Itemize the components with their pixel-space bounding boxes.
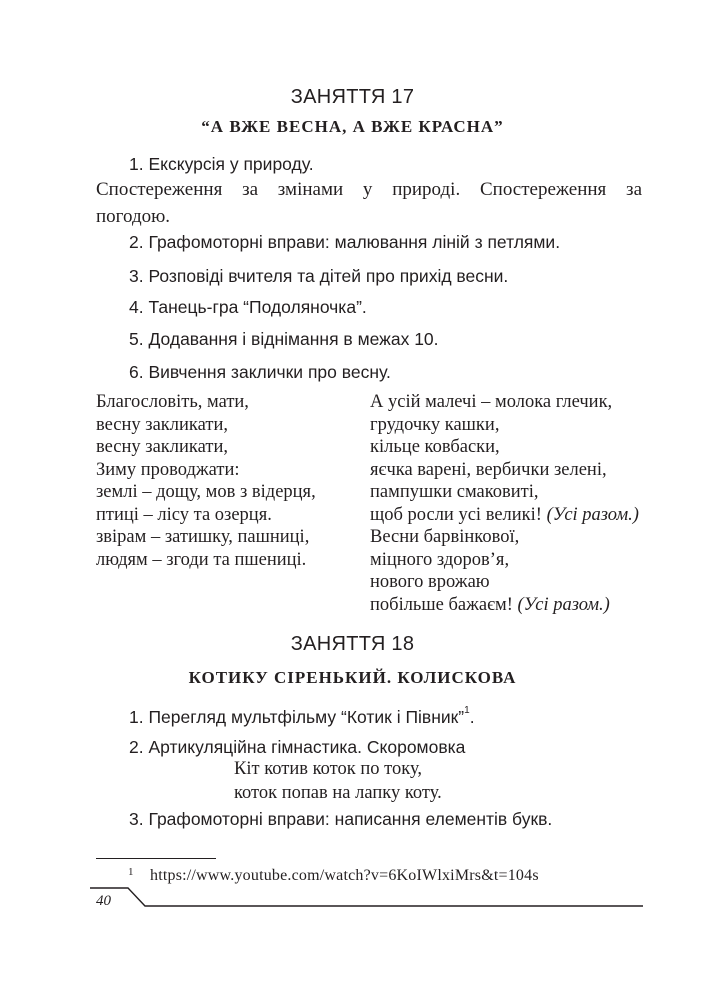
poem-left-line: Благословіть, мати,	[96, 392, 249, 412]
lesson-18-item-1-text: 1. Перегляд мультфільму “Котик і Півник”	[129, 707, 465, 727]
poem-left-line: Зиму проводжати:	[96, 459, 240, 480]
lesson-17-item-1-text-line-2: погодою.	[96, 206, 171, 227]
lesson-18-item-3-text: написання елементів букв.	[329, 809, 553, 829]
poem-right-line: яєчка варені, вербички зелені,	[370, 459, 607, 480]
lesson-18-subtitle: КОТИКУ СІРЕНЬКИЙ. КОЛИСКОВА	[188, 668, 517, 687]
footnote-url: https://www.youtube.com/watch?v=6KoIWlxiMrs&t=104s	[150, 867, 539, 884]
lesson-17-item-4: 4. Танець-гра “Подоляночка”.	[129, 297, 367, 317]
poem-left-line: землі – дощу, мов з відерця,	[96, 482, 316, 502]
lesson-17-item-1: 1. Екскурсія у природу.	[129, 154, 314, 174]
footnote-mark: 1	[128, 866, 134, 878]
lesson-18-item-2-text: Скоромовка	[362, 737, 466, 757]
page-number: 40	[96, 893, 111, 909]
lesson-18-item-2-label: 2. Артикуляційна гімнастика.	[129, 737, 362, 757]
poem-line-text: щоб росли усі великі!	[370, 504, 542, 525]
poem-stage-note: (Усі разом.)	[512, 594, 610, 615]
poem-right-line: А усій малечі – молока глечик,	[370, 392, 613, 412]
poem-right-line: міцного здоров’я,	[370, 549, 510, 570]
verse-line: Кіт котив коток по току,	[234, 759, 422, 779]
poem-left-line: людям – згоди та пшениці.	[96, 549, 307, 570]
lesson-17-item-2-label: 2. Графомоторні вправи:	[129, 232, 330, 252]
verse-line: коток попав на лапку коту.	[234, 783, 442, 803]
lesson-17-item-2-text: малювання ліній з петлями.	[329, 232, 561, 252]
lesson-17-item-1-text-line-1: Спостереження за змінами у природі. Спостереження за	[96, 179, 642, 200]
lesson-17-item-3: 3. Розповіді вчителя та дітей про прихід весни.	[129, 266, 509, 286]
lesson-17-title: ЗАНЯТТЯ 17	[290, 86, 415, 108]
poem-right-line: нового врожаю	[370, 572, 490, 592]
poem-left-line: звірам – затишку, пашниці,	[96, 527, 310, 547]
poem-right-line: кільце ковбаски,	[370, 437, 500, 457]
poem-right-line: грудочку кашки,	[370, 414, 500, 435]
lesson-17-subtitle: “А ВЖЕ ВЕСНА, А ВЖЕ КРАСНА”	[201, 117, 504, 136]
poem-left-line: весну закликати,	[96, 414, 228, 435]
poem-right-line: пампушки смаковиті,	[370, 482, 539, 502]
lesson-17-item-6: 6. Вивчення заклички про весну.	[129, 362, 391, 382]
poem-stage-note: (Усі разом.)	[541, 504, 639, 525]
lesson-18-item-1-end: .	[469, 707, 475, 727]
poem-line-text: побільше бажаєм!	[370, 594, 513, 615]
lesson-18-item-3-label: 3. Графомоторні вправи:	[129, 809, 330, 829]
lesson-18-title: ЗАНЯТТЯ 18	[290, 633, 415, 655]
lesson-17-item-5: 5. Додавання і віднімання в межах 10.	[129, 329, 439, 349]
poem-left-line: птиці – лісу та озерця.	[96, 504, 272, 525]
poem-left-line: весну закликати,	[96, 437, 228, 457]
footnote-reference: 1	[464, 705, 470, 716]
poem-right-line: Весни барвінкової,	[370, 527, 520, 547]
